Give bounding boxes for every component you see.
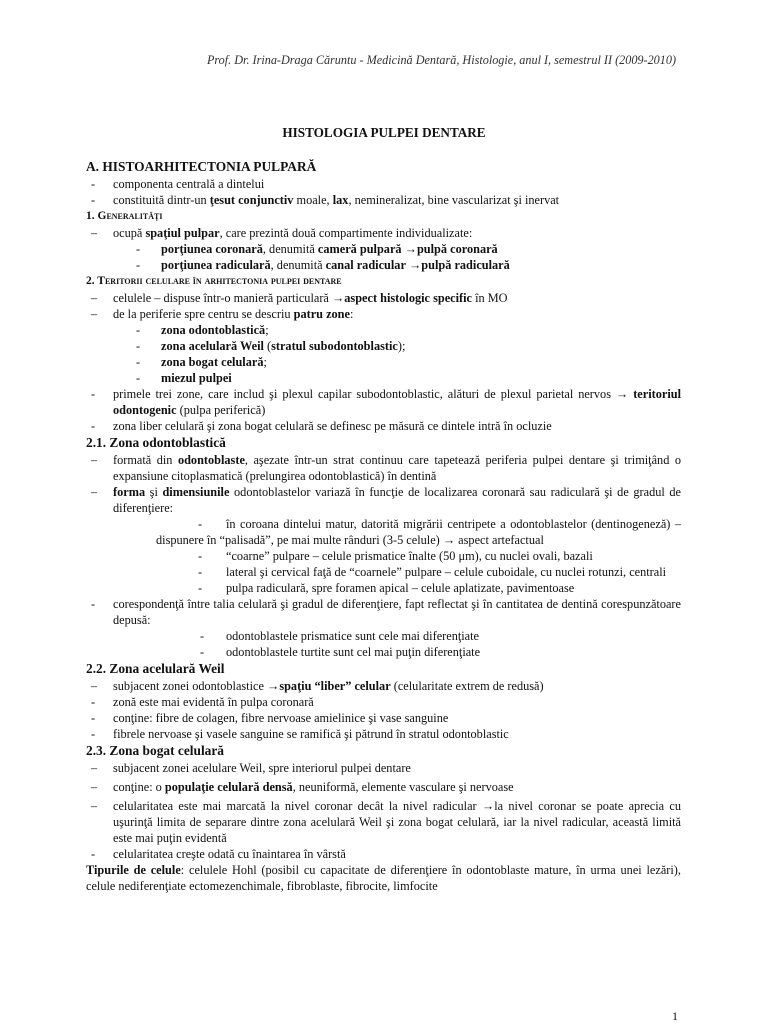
list-item: – subjacent zonei acelulare Weil, spre interiorul pulpei dentare: [91, 761, 411, 775]
list-item: – formată din odontoblaste, aşezate într-un strat continuu care tapetează periferia pulpei dentare şi trimiţând o expansiune citoplasmatică (prelungirea odontoblastică) în dentină: [91, 453, 681, 483]
list-item: - conţine: fibre de colagen, fibre nervoase amielinice şi vase sanguine: [91, 711, 449, 725]
section-heading: 2.2. Zona acelulară Weil: [86, 661, 225, 676]
list-item: - porţiunea radiculară, denumită canal radicular →pulpă radiculară: [136, 258, 510, 272]
page-header: Prof. Dr. Irina-Draga Căruntu - Medicină Dentară, Histologie, anul I, semestrul II (2009-2010): [206, 53, 676, 67]
section-heading: 2.3. Zona bogat celulară: [86, 743, 224, 758]
list-item: - zona odontoblastică;: [136, 323, 269, 337]
list-item: - corespondenţă între talia celulară şi gradul de diferenţiere, fapt reflectat şi în cantitatea de dentină corespunzătoare depusă:: [91, 597, 681, 627]
section-heading: 2.1. Zona odontoblastică: [86, 435, 226, 450]
list-item: – de la periferie spre centru se descriu patru zone:: [91, 307, 354, 321]
list-item: - zonă este mai evidentă în pulpa coronară: [91, 695, 314, 709]
list-item: – subjacent zonei odontoblastice →spaţiu “liber” celular (celularitate extrem de redusă): [91, 679, 544, 693]
list-item: - fibrele nervoase şi vasele sanguine se ramifică şi pătrund în stratul odontoblastic: [91, 727, 509, 741]
list-item: - zona acelulară Weil (stratul subodontoblastic);: [136, 339, 406, 353]
list-item: - odontoblastele turtite sunt cel mai puţin diferenţiate: [200, 645, 481, 659]
list-item: - celularitatea creşte odată cu înaintarea în vârstă: [91, 847, 346, 861]
list-item: - primele trei zone, care includ şi plexul capilar subodontoblastic, alături de plexul parietal nervos → teritoriul odontogenic (pulpa periferică): [91, 387, 681, 417]
list-item: - porţiunea coronară, denumită cameră pulpară →pulpă coronară: [136, 242, 498, 256]
list-item: – ocupă spaţiul pulpar, care prezintă două compartimente individualizate:: [91, 226, 473, 240]
paragraph: Tipurile de celule: celulele Hohl (posibil cu capacitate de diferenţiere în odontoblaste mature, în urma unei lezări), celule nediferenţiate ectomezenchimale, fibroblaste, fibrocite, limfocite: [86, 863, 681, 893]
list-item: – celularitatea este mai marcată la nivel coronar decât la nivel radicular →la nivel coronar se poate aprecia cu uşurinţă limita de separare dintre zona acelulară Weil şi zona bogat celulară, iar la nivel radicular, această limită este mai puţin evidentă: [91, 799, 681, 845]
list-item: - zona liber celulară şi zona bogat celulară se definesc pe măsură ce dintele intră în ocluzie: [91, 419, 552, 433]
list-item: - zona bogat celulară;: [136, 355, 267, 369]
list-item: – celulele – dispuse într-o manieră particulară →aspect histologic specific în MO: [91, 291, 508, 305]
section-heading: A. HISTOARHITECTONIA PULPARĂ: [86, 159, 317, 174]
list-item: - pulpa radiculară, spre foramen apical – celule aplatizate, pavimentoase: [198, 581, 575, 595]
list-item: - “coarne” pulpare – celule prismatice înalte (50 μm), cu nuclei ovali, bazali: [198, 549, 593, 563]
list-item: - constituită dintr-un ţesut conjunctiv moale, lax, nemineralizat, bine vascularizat şi inervat: [91, 193, 560, 207]
list-item: - componenta centrală a dintelui: [91, 177, 265, 191]
list-item: - miezul pulpei: [136, 371, 232, 385]
list-item: – forma şi dimensiunile odontoblastelor variază în funcţie de localizarea coronară sau radiculară şi de gradul de diferenţiere:: [91, 485, 681, 515]
subsection-heading: 1. Generalităţi: [86, 210, 163, 222]
list-item: – conţine: o populaţie celulară densă, neuniformă, elemente vasculare şi nervoase: [91, 780, 514, 794]
list-item: - în coroana dintelui matur, datorită migrării centripete a odontoblastelor (dentinogeneză) – dispunere în “palisadă”, pe mai multe rânduri (3-5 celule) → aspect artefactual: [156, 517, 681, 547]
list-item: - odontoblastele prismatice sunt cele mai diferenţiate: [200, 629, 480, 643]
page-number: 1: [672, 1009, 678, 1023]
document-title: HISTOLOGIA PULPEI DENTARE: [282, 125, 486, 140]
subsection-heading: 2. Teritorii celulare în arhitectonia pulpei dentare: [86, 275, 342, 287]
list-item: - lateral şi cervical faţă de “coarnele” pulpare – celule cuboidale, cu nuclei rotunzi, centrali: [198, 565, 667, 579]
document-body: [86, 158, 681, 894]
